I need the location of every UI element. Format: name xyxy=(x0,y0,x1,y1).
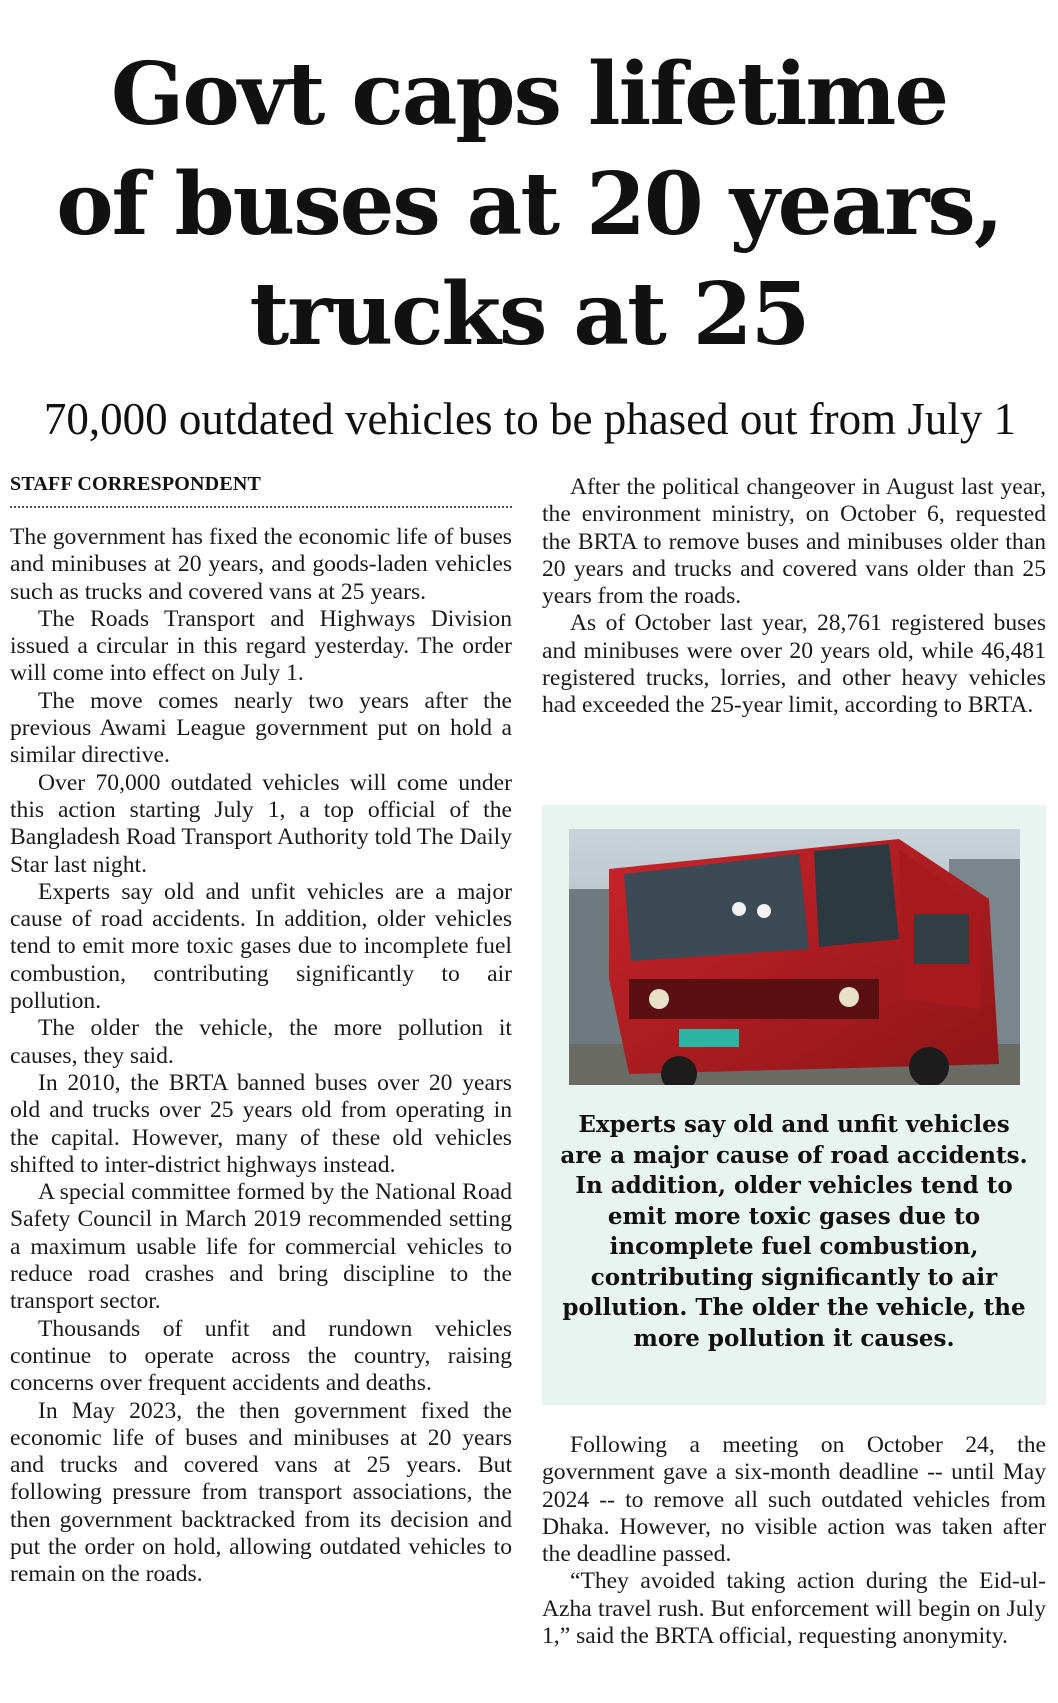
pull-quote-text: Experts say old and unfit vehicles are a major cause of road accidents. In addition, older vehicles tend to emit more toxic gases due to incomplete fuel combustion, contributing significantly to air pollution. The older the vehicle, the more pollution it causes. xyxy=(560,1111,1028,1352)
paragraph: A special committee formed by the National Road Safety Council in March 2019 recommended setting a maximum usable life for commercial vehicles to reduce road crashes and bring discipline to the transport sector. xyxy=(10,1179,512,1315)
headline xyxy=(0,40,1058,370)
paragraph: After the political changeover in August last year, the environment ministry, on October 6, requested the BRTA to remove buses and minibuses older than 20 years and trucks and covered vans older than 25 years from the roads. xyxy=(542,474,1046,610)
headline-line-2: of buses at 20 years, xyxy=(56,154,1002,255)
paragraph: The Roads Transport and Highways Division issued a circular in this regard yesterday. The order will come into effect on July 1. xyxy=(10,605,512,687)
headline-line-1: Govt caps lifetime xyxy=(110,44,948,145)
article-right-column-top xyxy=(542,474,1046,720)
paragraph: The older the vehicle, the more pollution it causes, they said. xyxy=(10,1015,512,1069)
paragraph: Thousands of unfit and rundown vehicles continue to operate across the country, raising concerns over frequent accidents and deaths. xyxy=(10,1315,512,1397)
photo-of-damaged-red-bus-icon xyxy=(569,829,1020,1085)
paragraph: Experts say old and unfit vehicles are a major cause of road accidents. In addition, older vehicles tend to emit more toxic gases due to incomplete fuel combustion, contributing significantly to air pollution. xyxy=(10,878,512,1015)
paragraph: In 2010, the BRTA banned buses over 20 years old and trucks over 25 years old from operating in the capital. However, many of these old vehicles shifted to inter-district highways instead. xyxy=(10,1069,512,1178)
paragraph: In May 2023, the then government fixed the economic life of buses and minibuses at 20 years and trucks and covered vans at 25 years. But following pressure from transport associations, the then government backtracked from its decision and put the order on hold, allowing outdated vehicles to remain on the roads. xyxy=(10,1397,512,1588)
paragraph: The government has fixed the economic life of buses and minibuses at 20 years, and goods-laden vehicles such as trucks and covered vans at 25 years. xyxy=(10,524,512,605)
byline: STAFF CORRESPONDENT xyxy=(10,472,512,508)
article-left-column xyxy=(10,524,512,1589)
paragraph: The move comes nearly two years after the previous Awami League government put on hold a similar directive. xyxy=(10,687,512,769)
paragraph: Over 70,000 outdated vehicles will come under this action starting July 1, a top official of the Bangladesh Road Transport Authority told The Daily Star last night. xyxy=(10,769,512,878)
article-right-column-bottom xyxy=(542,1432,1046,1650)
headline-line-3: trucks at 25 xyxy=(249,264,809,365)
pull-quote-box xyxy=(542,805,1046,1405)
bus-photo xyxy=(569,829,1020,1085)
subheadline: 70,000 outdated vehicles to be phased out from July 1 xyxy=(43,394,1017,444)
paragraph: As of October last year, 28,761 registered buses and minibuses were over 20 years old, while 46,481 registered trucks, lorries, and other heavy vehicles had exceeded the 25-year limit, according to BRTA. xyxy=(542,610,1046,719)
paragraph: “They avoided taking action during the Eid-ul-Azha travel rush. But enforcement will begin on July 1,” said the BRTA official, requesting anonymity. xyxy=(542,1568,1046,1650)
paragraph: Following a meeting on October 24, the government gave a six-month deadline -- until May 2024 -- to remove all such outdated vehicles from Dhaka. However, no visible action was taken after the deadline passed. xyxy=(542,1432,1046,1568)
